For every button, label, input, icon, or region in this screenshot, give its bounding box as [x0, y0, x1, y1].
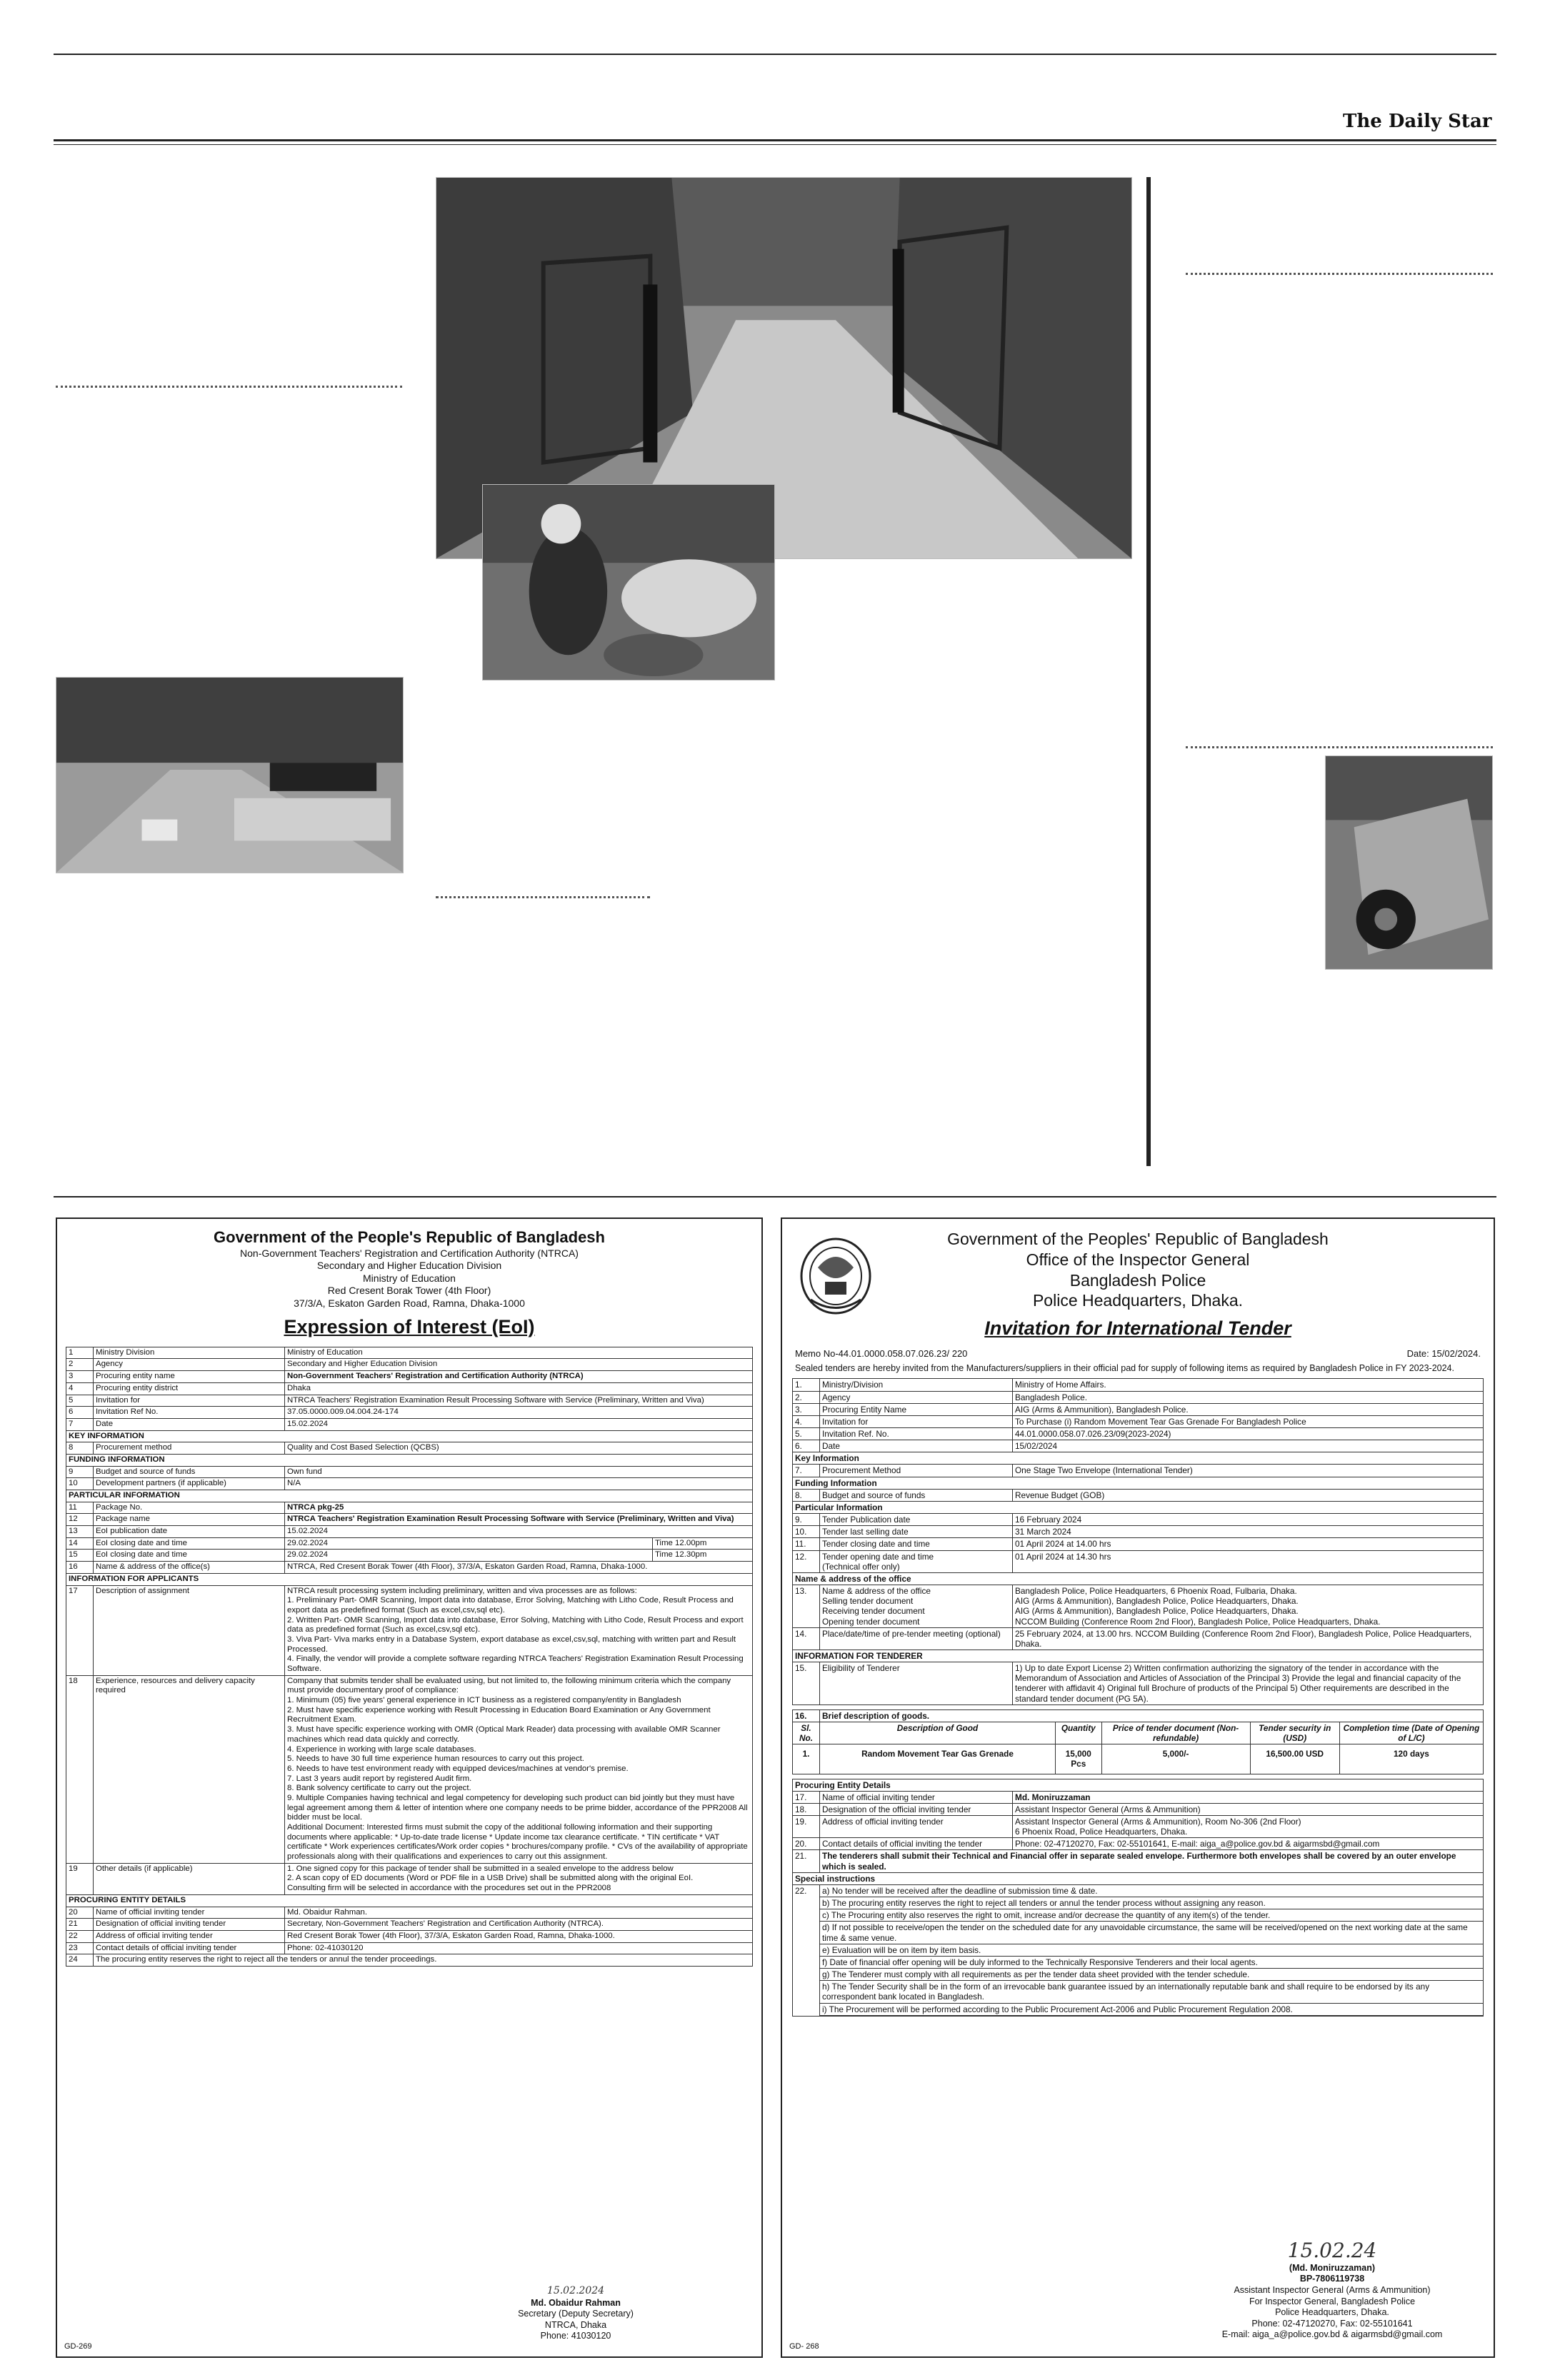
row-value: Dhaka: [285, 1382, 753, 1395]
table-row: [793, 1415, 1484, 1427]
row-label: Contact details of official inviting tender: [94, 1942, 285, 1954]
table-section-row: [793, 1501, 1484, 1513]
row-label: Agency: [820, 1391, 1013, 1403]
row-value: 44.01.0000.058.07.026.23/09(2023-2024): [1013, 1428, 1484, 1440]
row-value: Bangladesh Police, Police Headquarters, 6 Phoenix Road, Fulbaria, Dhaka. AIG (Arms & Ammunition), Bangladesh Police, Police Headquarters, Dhaka. AIG (Arms & Ammunition), Bangladesh Police, Police Headquarters, Dhaka. NCCOM Building (Conference Room 2nd Floor), Bangladesh Police, Police Headquarters, Dhaka.: [1013, 1585, 1484, 1628]
photo-street-trees: [56, 677, 404, 873]
row-number: 1.: [793, 1379, 820, 1391]
table-section-row: [66, 1894, 753, 1907]
table-row: [66, 1550, 753, 1562]
tender-signer-name: (Md. Moniruzzaman): [1289, 2262, 1376, 2273]
column-rule-left: [56, 386, 402, 388]
row-value: 29.02.2024: [285, 1537, 653, 1550]
row-label: Designation of official inviting tender: [94, 1919, 285, 1931]
tender-header-line: Police Headquarters, Dhaka.: [1032, 1291, 1244, 1310]
table-row: [66, 1863, 753, 1894]
tender-signer-id: BP-7806119738: [1299, 2274, 1365, 2284]
column-rule-right-2: [1186, 746, 1493, 748]
table-row: [793, 1428, 1484, 1440]
eoi-advertisement: [56, 1217, 763, 2358]
table-row: [66, 1442, 753, 1455]
goods-column-header: Sl. No.: [793, 1722, 820, 1744]
row-number: 7.: [793, 1465, 820, 1477]
row-value: Company that submits tender shall be evaluated using, but not limited to, the following minimum criteria which the company must provide documentary proof of compliance: 1. Minimum (05) five years' general experience in ICT business as a registered company/entity in Bangladesh 2. Must have specific experience working with Result Processing in Education Board Examination or Any Government Recruitment Exam. 3. Must have specific experience working with OMR (Optical Mark Reader) data processing with available OMR Scanner machines which read data quickly and correctly. 4. Experience in working with large scale databases. 5. Needs to have 30 full time experience human resources to carry out this project. 6. Needs to have test environment ready with equipped devices/machines at vendor's premise. 7. Last 3 years audit report by registered Audit firm. 8. Bank solvency certificate to carry out the project. 9. Multiple Companies having technical and legal competency for developing such product can bid jointly but they must have legal agreement among them & letter of intention where one company needs to be prime bidder, accordance of the PPR2008 All bidder must be local. Additional Document: Interested firms must submit the copy of the additional following information and their supporting documents where applicable: * Up-to-date trade license * Update income tax clearance certificate. * TIN certificate * VAT certificate * Work experiences certificates/Work order copies * brochures/company profile. * CVs of the availability of appropriate professionals along with their qualifications and experiences to carry out this assignment.: [285, 1675, 753, 1863]
row-number: 22: [66, 1930, 94, 1942]
row-label: Procuring Entity Name: [820, 1403, 1013, 1415]
row-value: 1. One signed copy for this package of tender shall be submitted in a sealed envelope to the address below 2. A scan copy of ED documents (Word or PDF file in a USB Drive) shall be submitted along with the original EoI. Consulting firm will be selected in accordance with the procedures set out in the PPR2008: [285, 1863, 753, 1894]
table-row: [66, 1407, 753, 1419]
row-label: Development partners (if applicable): [94, 1478, 285, 1490]
row-label: Ministry/Division: [820, 1379, 1013, 1391]
column-rule-right-1: [1186, 273, 1493, 275]
table-row: [793, 1514, 1484, 1526]
table-row: [66, 1907, 753, 1919]
row-value: Non-Government Teachers' Registration and Certification Authority (NTRCA): [285, 1371, 753, 1383]
row-value: N/A: [285, 1478, 753, 1490]
row-label: Procuring entity name: [94, 1371, 285, 1383]
row-label: Invitation Ref No.: [94, 1407, 285, 1419]
row-number: 8.: [793, 1489, 820, 1501]
row-number: 22.: [793, 1884, 820, 2016]
row-value: 31 March 2024: [1013, 1526, 1484, 1538]
instruction-item: e) Evaluation will be on item by item basis.: [820, 1944, 1483, 1957]
eoi-signer-line: Phone: 41030120: [540, 2331, 611, 2341]
section-heading: Funding Information: [793, 1477, 1484, 1489]
police-emblem-icon: [796, 1232, 875, 1317]
eoi-header-line: Red Cresent Borak Tower (4th Floor): [327, 1285, 491, 1296]
row-number: 18.: [793, 1803, 820, 1815]
table-row: [66, 1359, 753, 1371]
row-number: 16.: [793, 1709, 820, 1722]
row-value: Secondary and Higher Education Division: [285, 1359, 753, 1371]
row-label: Name & address of the office(s): [94, 1562, 285, 1574]
masthead-rule-1: [54, 139, 1496, 141]
table-section-row: [793, 1650, 1484, 1662]
row-label: Name & address of the office Selling tender document Receiving tender document Opening tender document: [820, 1585, 1013, 1628]
row-label: Budget and source of funds: [820, 1489, 1013, 1501]
tender-signature-mark: 15.02.24: [1287, 2238, 1377, 2262]
row-value: Bangladesh Police.: [1013, 1391, 1484, 1403]
row-value-time: Time 12.00pm: [653, 1537, 753, 1550]
table-row: [66, 1502, 753, 1514]
table-row: [793, 1465, 1484, 1477]
row-label: Package name: [94, 1514, 285, 1526]
table-row: [66, 1478, 753, 1490]
goods-header-row: [793, 1722, 1484, 1744]
row-label: Procurement Method: [820, 1465, 1013, 1477]
table-section-row: [793, 1779, 1484, 1791]
row-value: NTRCA Teachers' Registration Examination Result Processing Software with Service (Preliminary, Written and Viva): [285, 1514, 753, 1526]
goods-column-header: Price of tender document (Non-refundable): [1101, 1722, 1250, 1744]
tender-header-line: Bangladesh Police: [1069, 1270, 1206, 1290]
table-row: [66, 1562, 753, 1574]
row-number: 16: [66, 1562, 94, 1574]
goods-cell-qty: 15,000 Pcs: [1056, 1744, 1102, 1774]
eoi-gd-number: GD-269: [64, 2342, 92, 2351]
section-heading: Procuring Entity Details: [793, 1779, 1484, 1791]
row-value: Quality and Cost Based Selection (QCBS): [285, 1442, 753, 1455]
row-label: Name of official inviting tender: [820, 1791, 1013, 1803]
column-rule-mid: [436, 896, 650, 898]
row-number: 20.: [793, 1838, 820, 1850]
row-number: 3: [66, 1371, 94, 1383]
row-label: Procurement method: [94, 1442, 285, 1455]
table-row: [66, 1382, 753, 1395]
row-value: 16 February 2024: [1013, 1514, 1484, 1526]
row-value: 37.05.0000.009.04.004.24-174: [285, 1407, 753, 1419]
row-value: NTRCA pkg-25: [285, 1502, 753, 1514]
row-number: 4.: [793, 1415, 820, 1427]
row-number: 2.: [793, 1391, 820, 1403]
goods-cell-desc: Random Movement Tear Gas Grenade: [820, 1744, 1056, 1774]
instruction-item: a) No tender will be received after the deadline of submission time & date.: [820, 1885, 1483, 1897]
table-row: [66, 1466, 753, 1478]
row-number: 12: [66, 1514, 94, 1526]
row-value: 01 April 2024 at 14.30 hrs: [1013, 1550, 1484, 1572]
row-label: Tender opening date and time (Technical offer only): [820, 1550, 1013, 1572]
eoi-table: [66, 1347, 753, 1967]
table-row: [793, 1803, 1484, 1815]
row-value: NTRCA Teachers' Registration Examination Result Processing Software with Service (Preliminary, Written and Viva): [285, 1395, 753, 1407]
row-value: 25 February 2024, at 13.00 hrs. NCCOM Building (Conference Room 2nd Floor), Bangladesh Police, Police Headquarters, Dhaka.: [1013, 1627, 1484, 1650]
row-label: EoI closing date and time: [94, 1550, 285, 1562]
table-row: [66, 1395, 753, 1407]
table-row: [793, 1627, 1484, 1650]
masthead-logo: The Daily Star: [1343, 111, 1492, 132]
row-label: EoI closing date and time: [94, 1537, 285, 1550]
goods-cell-time: 120 days: [1339, 1744, 1483, 1774]
tender-title: Invitation for International Tender: [984, 1317, 1291, 1339]
tender-signer-line: Phone: 02-47120270, Fax: 02-55101641: [1251, 2318, 1413, 2329]
row-number: 12.: [793, 1550, 820, 1572]
table-row: [793, 1440, 1484, 1452]
section-heading: FUNDING INFORMATION: [66, 1454, 753, 1466]
section-heading: PROCURING ENTITY DETAILS: [66, 1894, 753, 1907]
table-section-row: [66, 1454, 753, 1466]
table-row: [793, 1791, 1484, 1803]
table-section-row: [793, 1709, 1484, 1722]
section-heading: PARTICULAR INFORMATION: [66, 1490, 753, 1502]
row-value: To Purchase (i) Random Movement Tear Gas Grenade For Bangladesh Police: [1013, 1415, 1484, 1427]
row-label: Package No.: [94, 1502, 285, 1514]
tender-header-line: Office of the Inspector General: [1026, 1250, 1250, 1269]
row-number: 21.: [793, 1850, 820, 1872]
table-section-row: [66, 1573, 753, 1585]
row-number: 10.: [793, 1526, 820, 1538]
row-number: 17: [66, 1585, 94, 1675]
row-value: Assistant Inspector General (Arms & Ammunition): [1013, 1803, 1484, 1815]
row-value: AIG (Arms & Ammunition), Bangladesh Police.: [1013, 1403, 1484, 1415]
tender-date: Date: 15/02/2024.: [1406, 1347, 1481, 1359]
row-label: Tender closing date and time: [820, 1538, 1013, 1550]
row-label: EoI publication date: [94, 1526, 285, 1538]
row-instructions: [820, 1884, 1484, 2016]
instruction-item: d) If not possible to receive/open the tender on the scheduled date for any unavoidable circumstance, the same will be received/opened on the next working date at the same time & same venue.: [820, 1922, 1483, 1944]
row-label: Ministry Division: [94, 1347, 285, 1359]
tender-advertisement: [781, 1217, 1495, 2358]
row-number: 19: [66, 1863, 94, 1894]
row-label: Tender Publication date: [820, 1514, 1013, 1526]
table-row: [66, 1526, 753, 1538]
row-label: Date: [820, 1440, 1013, 1452]
row-number: 9.: [793, 1514, 820, 1526]
row-label: Invitation for: [820, 1415, 1013, 1427]
instruction-item: i) The Procurement will be performed according to the Public Procurement Act-2006 and Public Procurement Regulation 2008.: [820, 2004, 1483, 2016]
row-number: 6: [66, 1407, 94, 1419]
row-value: Own fund: [285, 1466, 753, 1478]
table-row: [66, 1347, 753, 1359]
table-section-row: [793, 1572, 1484, 1585]
row-value: Ministry of Home Affairs.: [1013, 1379, 1484, 1391]
table-row: [793, 1391, 1484, 1403]
table-row: [66, 1418, 753, 1430]
table-row: [793, 1838, 1484, 1850]
row-label: Procuring entity district: [94, 1382, 285, 1395]
row-value: 15/02/2024: [1013, 1440, 1484, 1452]
row-value: 1) Up to date Export License 2) Written confirmation authorizing the signatory of the tender in accordance with the Memorandum of Association and Articles of Association of the Principal 3) Provide the legal and financial capacity of the tenderer with affidavit 4) Original full Brochure of products of the Principal 5) Other requirements are described in the standard tender document (PG 5A).: [1013, 1662, 1484, 1705]
table-section-row: [793, 1477, 1484, 1489]
table-row: [66, 1954, 753, 1967]
table-section-row: [66, 1430, 753, 1442]
row-value: Phone: 02-41030120: [285, 1942, 753, 1954]
row-label: Experience, resources and delivery capacity required: [94, 1675, 285, 1863]
table-row: [66, 1919, 753, 1931]
row-number: 13: [66, 1526, 94, 1538]
eoi-signer-line: NTRCA, Dhaka: [544, 2319, 607, 2330]
row-value: 15.02.2024: [285, 1418, 753, 1430]
section-heading: Particular Information: [793, 1501, 1484, 1513]
row-label: Address of official inviting tender: [820, 1816, 1013, 1838]
row-number: 5: [66, 1395, 94, 1407]
tender-table-details: [792, 1779, 1484, 2017]
table-row: [66, 1537, 753, 1550]
table-row: [793, 1816, 1484, 1838]
row-number: 13.: [793, 1585, 820, 1628]
tender-memo-row: [795, 1348, 1481, 1359]
row-number: 9: [66, 1466, 94, 1478]
eoi-header-line: 37/3/A, Eskaton Garden Road, Ramna, Dhaka-1000: [294, 1297, 525, 1309]
photo-man-cattle: [482, 484, 775, 681]
tender-signer-line: For Inspector General, Bangladesh Police: [1249, 2296, 1416, 2306]
eoi-title: Expression of Interest (EoI): [284, 1316, 535, 1337]
instruction-item: h) The Tender Security shall be in the form of an irrevocable bank guarantee issued by an internationally reputable bank and shall require to be endorsed by its any correspondent bank located in Bangladesh.: [820, 1981, 1483, 2003]
tender-intro: Sealed tenders are hereby invited from the Manufacturers/suppliers in their official pad for supply of following items as required by Bangladesh Police in FY 2023-2024.: [795, 1362, 1454, 1373]
row-number: 19.: [793, 1816, 820, 1838]
row-number: 5.: [793, 1428, 820, 1440]
row-label: Tender last selling date: [820, 1526, 1013, 1538]
row-value: 29.02.2024: [285, 1550, 653, 1562]
row-value: Phone: 02-47120270, Fax: 02-55101641, E-mail: aiga_a@police.gov.bd & aigarmsbd@gmail.com: [1013, 1838, 1484, 1850]
table-row: [66, 1585, 753, 1675]
row-label: Designation of the official inviting tender: [820, 1803, 1013, 1815]
table-row: [793, 1550, 1484, 1572]
goods-column-header: Completion time (Date of Opening of L/C): [1339, 1722, 1483, 1744]
row-number: 14: [66, 1537, 94, 1550]
row-label: Description of assignment: [94, 1585, 285, 1675]
eoi-header-line: Non-Government Teachers' Registration and Certification Authority (NTRCA): [240, 1247, 579, 1259]
instruction-item: f) Date of financial offer opening will be duly informed to the Technically Responsive Tenderers and their local agents.: [820, 1957, 1483, 1969]
tender-memo-number: Memo No-44.01.0000.058.07.026.23/ 220: [795, 1347, 968, 1359]
tender-signer-line: Assistant Inspector General (Arms & Ammunition): [1234, 2284, 1431, 2295]
goods-cell-sl: 1.: [793, 1744, 820, 1774]
goods-column-header: Quantity: [1056, 1722, 1102, 1744]
row-number: 2: [66, 1359, 94, 1371]
goods-column-header: Tender security in (USD): [1250, 1722, 1339, 1744]
row-label: Name of official inviting tender: [94, 1907, 285, 1919]
tender-table: [792, 1378, 1484, 1704]
section-heading: Key Information: [793, 1452, 1484, 1465]
row-number: 11: [66, 1502, 94, 1514]
section-heading: INFORMATION FOR APPLICANTS: [66, 1573, 753, 1585]
section-rule: [54, 1196, 1496, 1197]
row-number: 3.: [793, 1403, 820, 1415]
row-number: 4: [66, 1382, 94, 1395]
row-value: Secretary, Non-Government Teachers' Registration and Certification Authority (NTRCA).: [285, 1919, 753, 1931]
instruction-item: b) The procuring entity reserves the right to reject all tenders or annul the tender process without assigning any reason.: [820, 1897, 1483, 1909]
row-number: 15.: [793, 1662, 820, 1705]
instruction-item: c) The Procuring entity also reserves the right to omit, increase and/or decrease the quantity of any item(s) of the tender.: [820, 1909, 1483, 1922]
eoi-header-line: Secondary and Higher Education Division: [316, 1260, 502, 1271]
row-number: 18: [66, 1675, 94, 1863]
row-value: Assistant Inspector General (Arms & Ammunition), Room No-306 (2nd Floor) 6 Phoenix Road, Police Headquarters, Dhaka.: [1013, 1816, 1484, 1838]
table-row: [66, 1942, 753, 1954]
tender-signer-line: Police Headquarters, Dhaka.: [1275, 2307, 1389, 2318]
row-value: Md. Moniruzzaman: [1013, 1791, 1484, 1803]
eoi-signer-line: Secretary (Deputy Secretary): [518, 2309, 634, 2319]
table-row: [793, 1585, 1484, 1628]
row-value-time: Time 12.30pm: [653, 1550, 753, 1562]
section-heading: KEY INFORMATION: [66, 1430, 753, 1442]
row-value: One Stage Two Envelope (International Tender): [1013, 1465, 1484, 1477]
row-number: 14.: [793, 1627, 820, 1650]
tender-signer-line: E-mail: aiga_a@police.gov.bd & aigarmsbd@gmail.com: [1221, 2329, 1443, 2340]
row-value: NTRCA result processing system including preliminary, written and viva processes are as follows: 1. Preliminary Part- OMR Scanning, Import data into database, Error Solving, Matching with Litho Code, Result Process and export data as predefined format (Such as excel,csv,sql etc). 2. Written Part- OMR Scanning, Import data into database, Error Solving, Matching with Litho Code, Result Process and export data as predefined format (Such as excel,csv,sql etc). 3. Viva Part- Viva marks entry in a Database System, export database as excel,csv,sql, matching with written part and Result Processed. 4. Finally, the vendor will provide a complete software regarding NTRCA Teachers' Registration Examination Result Processing Software.: [285, 1585, 753, 1675]
table-row: [793, 1489, 1484, 1501]
row-number: 24: [66, 1954, 94, 1967]
section-heading: Special instructions: [793, 1872, 1484, 1884]
row-value: 15.02.2024: [285, 1526, 753, 1538]
table-row: [66, 1675, 753, 1863]
row-label: Address of official inviting tender: [94, 1930, 285, 1942]
column-divider: [1146, 177, 1151, 1166]
row-value: Md. Obaidur Rahman.: [285, 1907, 753, 1919]
row-label: Invitation for: [94, 1395, 285, 1407]
row-number: 8: [66, 1442, 94, 1455]
row-value: Revenue Budget (GOB): [1013, 1489, 1484, 1501]
table-section-row: [793, 1452, 1484, 1465]
goods-row: [793, 1744, 1484, 1774]
tender-gd-number: GD- 268: [789, 2342, 819, 2351]
row-number: 21: [66, 1919, 94, 1931]
goods-cell-security: 16,500.00 USD: [1250, 1744, 1339, 1774]
goods-cell-price: 5,000/-: [1101, 1744, 1250, 1774]
table-row: [793, 1850, 1484, 1872]
section-heading: Name & address of the office: [793, 1572, 1484, 1585]
row-number: 10: [66, 1478, 94, 1490]
row-value: Red Cresent Borak Tower (4th Floor), 37/3/A, Eskaton Garden Road, Ramna, Dhaka-1000.: [285, 1930, 753, 1942]
eoi-header-line: Ministry of Education: [363, 1272, 456, 1284]
table-row: [793, 1379, 1484, 1391]
table-row: [793, 1662, 1484, 1705]
row-label: Other details (if applicable): [94, 1863, 285, 1894]
row-label: Place/date/time of pre-tender meeting (optional): [820, 1627, 1013, 1650]
table-row: [793, 1526, 1484, 1538]
row-number: 11.: [793, 1538, 820, 1550]
row-number: 6.: [793, 1440, 820, 1452]
row-number: 1: [66, 1347, 94, 1359]
row-value: Ministry of Education: [285, 1347, 753, 1359]
row-value: NTRCA, Red Cresent Borak Tower (4th Floor), 37/3/A, Eskaton Garden Road, Ramna, Dhaka-1000.: [285, 1562, 753, 1574]
top-rule: [54, 54, 1496, 55]
row-label: Budget and source of funds: [94, 1466, 285, 1478]
photo-wreck: [1325, 755, 1493, 970]
table-row: [793, 1538, 1484, 1550]
instruction-item: g) The Tenderer must comply with all requirements as per the tender data sheet provided with the tender schedule.: [820, 1969, 1483, 1981]
table-row: [66, 1371, 753, 1383]
goods-table: [792, 1709, 1484, 1774]
table-row: [793, 1403, 1484, 1415]
row-number: 20: [66, 1907, 94, 1919]
eoi-signature-mark: 15.02.2024: [546, 2285, 605, 2296]
goods-column-header: Description of Good: [820, 1722, 1056, 1744]
eoi-signature: [469, 2285, 683, 2342]
table-row: [66, 1514, 753, 1526]
row-number: 7: [66, 1418, 94, 1430]
eoi-signer-name: Md. Obaidur Rahman: [531, 2297, 621, 2308]
masthead-rule-2: [54, 144, 1496, 145]
section-heading: INFORMATION FOR TENDERER: [793, 1650, 1484, 1662]
table-section-row: [66, 1490, 753, 1502]
eoi-header-line: Government of the People's Republic of Bangladesh: [214, 1228, 605, 1246]
row-label: Contact details of official inviting the tender: [820, 1838, 1013, 1850]
row-number: 23: [66, 1942, 94, 1954]
row-label: Eligibility of Tenderer: [820, 1662, 1013, 1705]
row-label: Agency: [94, 1359, 285, 1371]
row-label: Invitation Ref. No.: [820, 1428, 1013, 1440]
tender-signature: [1182, 2238, 1482, 2341]
row-value: 01 April 2024 at 14.00 hrs: [1013, 1538, 1484, 1550]
table-section-row: [793, 1872, 1484, 1884]
row-label: Date: [94, 1418, 285, 1430]
section-heading: Brief description of goods.: [820, 1709, 1484, 1722]
table-row: [66, 1930, 753, 1942]
row-full-text: The tenderers shall submit their Technical and Financial offer in separate sealed envelope. Furthermore both envelopes shall be covered by an outer envelope which is sealed.: [820, 1850, 1484, 1872]
row-full-text: The procuring entity reserves the right to reject all the tenders or annul the tender proceedings.: [94, 1954, 753, 1967]
tender-header-line: Government of the Peoples' Republic of Bangladesh: [947, 1230, 1329, 1248]
row-number: 17.: [793, 1791, 820, 1803]
table-row: [793, 1884, 1484, 2016]
row-number: 15: [66, 1550, 94, 1562]
